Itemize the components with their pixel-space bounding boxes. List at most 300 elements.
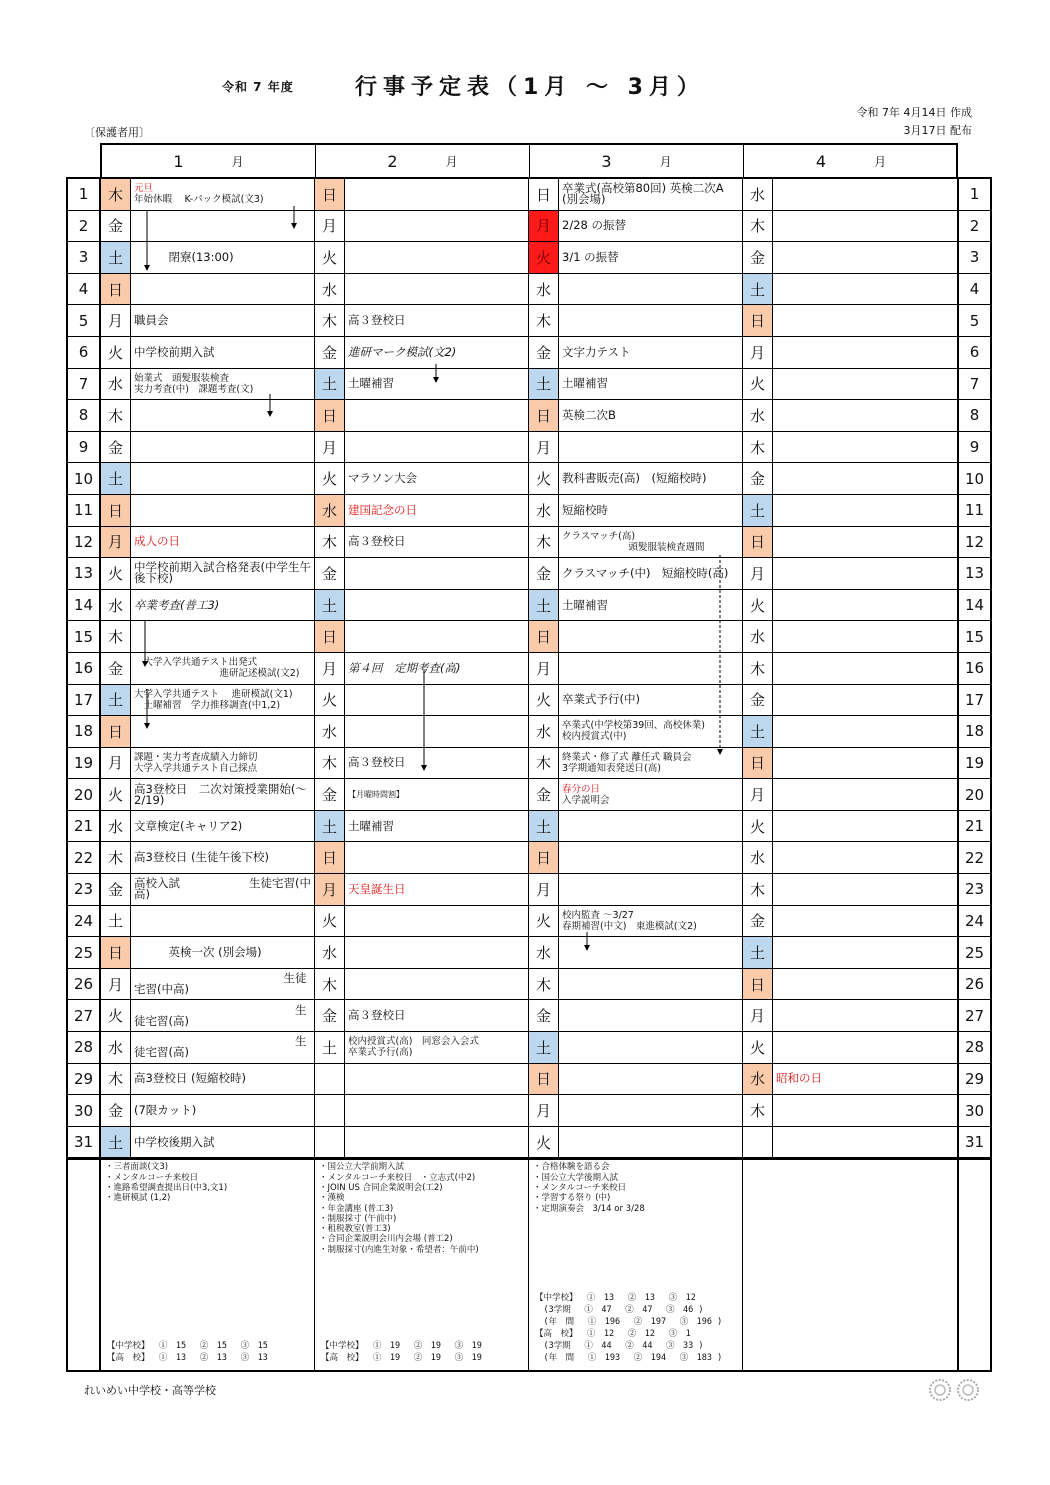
day-number: 28 (68, 1032, 101, 1063)
event-cell (345, 590, 529, 621)
event-cell (559, 874, 743, 905)
event-text: 中学校後期入試 (134, 1134, 215, 1149)
weekday-cell: 火 (529, 463, 559, 494)
month-number: 4 (815, 151, 827, 171)
event-text: 中学校前期入試合格発表(中学生午後下校) (134, 560, 311, 586)
day-number: 2 (68, 211, 101, 242)
weekday-cell: 金 (315, 558, 345, 589)
event-cell (131, 1095, 315, 1126)
event-cell (559, 811, 743, 842)
weekday-cell: 火 (101, 558, 131, 589)
weekday-cell: 金 (315, 337, 345, 368)
note-item: ・制服採寸 (午前中) (319, 1213, 397, 1224)
event-cell (559, 685, 743, 716)
event-cell (345, 685, 529, 716)
month-notes (101, 1160, 315, 1370)
day-number: 25 (68, 937, 101, 968)
day-row-11 (68, 495, 990, 527)
event-cell (773, 906, 957, 937)
event-text: クラスマッチ(中) 短縮校時(高) (562, 565, 729, 580)
weekday-cell: 水 (315, 495, 345, 526)
weekday-cell: 火 (743, 369, 773, 400)
day-row-23 (68, 874, 990, 906)
event-text: 短縮校時 (562, 502, 608, 517)
created-date: 令和 7年 4月14日 作成 (856, 106, 972, 119)
day-number: 11 (68, 495, 101, 526)
weekday-cell: 水 (529, 274, 559, 305)
event-text: 土曜補習 (562, 597, 608, 612)
event-text: 土曜補習 (348, 376, 394, 391)
weekday-cell: 月 (743, 337, 773, 368)
weekday-cell: 月 (315, 653, 345, 684)
day-row-4 (68, 274, 990, 306)
weekday-cell: 水 (101, 1032, 131, 1063)
event-text: 進研記述模試(文2) (134, 668, 300, 680)
event-cell (345, 1064, 529, 1095)
event-text: 【月曜時間割】 (348, 790, 404, 800)
event-cell (773, 874, 957, 905)
event-cell (559, 1127, 743, 1158)
day-number-right: 7 (957, 369, 990, 400)
weekday-cell: 日 (101, 937, 131, 968)
day-number: 29 (68, 1064, 101, 1095)
event-cell (131, 1000, 315, 1031)
event-cell (131, 495, 315, 526)
weekday-cell: 金 (101, 211, 131, 242)
day-number-right: 9 (957, 432, 990, 463)
day-row-8 (68, 400, 990, 432)
event-text: 生徒宅習(高) (134, 1002, 307, 1028)
event-cell (131, 906, 315, 937)
weekday-cell: 火 (315, 242, 345, 273)
event-cell (773, 274, 957, 305)
day-number: 3 (68, 242, 101, 273)
day-number-right: 6 (957, 337, 990, 368)
month-notes (529, 1160, 743, 1370)
note-item: ・租税教室(普工3) (319, 1224, 391, 1235)
weekday-cell: 金 (529, 779, 559, 810)
day-number-right: 15 (957, 621, 990, 652)
weekday-cell: 火 (315, 906, 345, 937)
event-cell (131, 748, 315, 779)
weekday-cell: 水 (743, 842, 773, 873)
day-row-31 (68, 1127, 990, 1159)
weekday-cell (315, 1127, 345, 1158)
audience-label: 〔保護者用〕 (84, 126, 150, 139)
event-cell (559, 179, 743, 210)
weekday-cell: 日 (743, 527, 773, 558)
weekday-cell: 日 (315, 842, 345, 873)
event-cell (131, 179, 315, 210)
weekday-cell: 土 (101, 685, 131, 716)
event-text: 入学説明会 (562, 794, 610, 806)
page-title: 行事予定表（1月 〜 3月） (355, 75, 705, 100)
day-number-right: 28 (957, 1032, 990, 1063)
event-cell (559, 969, 743, 1000)
event-text: 終業式・修了式 離任式 職員会 (562, 751, 692, 763)
event-cell (773, 685, 957, 716)
day-number: 7 (68, 369, 101, 400)
event-text: 高３登校日 (348, 534, 406, 549)
day-number-right: 25 (957, 937, 990, 968)
weekday-cell: 木 (529, 305, 559, 336)
day-row-19 (68, 748, 990, 780)
class-day-counts: 【中学校】 ① 13 ② 13 ③ 12 (3学期 ① 47 ② 47 ③ 46 ) (年 間 ① 196 ② 197 ③ 196 ) 【高 校】 ① 12 ② 12 ③ 1 (3学期 ① 44 ② 44 ③ 33 ) (年 間 ① 193 ② 194 ③ 183 ) (535, 1293, 723, 1364)
event-cell (559, 400, 743, 431)
weekday-cell: 金 (743, 685, 773, 716)
day-number-right: 3 (957, 242, 990, 273)
note-item: ・国公立大学前期入試 (319, 1162, 405, 1173)
event-text: 高校入試 生徒宅習(中高) (134, 876, 311, 902)
event-cell (773, 495, 957, 526)
event-cell (345, 242, 529, 273)
event-cell (773, 748, 957, 779)
day-number-right: 2 (957, 211, 990, 242)
event-text: 文字力テスト (562, 344, 631, 359)
event-text: 建国記念の日 (348, 502, 417, 517)
day-row-9 (68, 432, 990, 464)
day-number-right: 8 (957, 400, 990, 431)
weekday-cell: 日 (529, 621, 559, 652)
weekday-cell: 日 (743, 305, 773, 336)
weekday-cell: 水 (315, 937, 345, 968)
note-item: ・制服採寸(内進生対象・希望者：午前中) (319, 1244, 479, 1255)
event-cell (773, 621, 957, 652)
weekday-cell: 木 (101, 621, 131, 652)
month-header-row (100, 143, 958, 177)
event-text: 第４回 定期考査(高) (348, 660, 461, 675)
event-cell (559, 716, 743, 747)
weekday-cell: 火 (529, 685, 559, 716)
day-row-20 (68, 779, 990, 811)
weekday-cell: 木 (529, 748, 559, 779)
event-cell (559, 779, 743, 810)
event-text: 始業式 頭髪服装検査 (134, 372, 230, 384)
day-number-right: 18 (957, 716, 990, 747)
event-cell (345, 906, 529, 937)
event-text: 教科書販売(高) (短縮校時) (562, 471, 707, 486)
weekday-cell: 日 (315, 400, 345, 431)
day-number: 24 (68, 906, 101, 937)
month-number: 1 (173, 151, 184, 171)
day-row-2 (68, 211, 990, 243)
weekday-cell: 土 (529, 1032, 559, 1063)
day-number-right: 1 (957, 179, 990, 210)
event-text: 土曜補習 学力推移調査(中1,2) (134, 699, 281, 711)
event-cell (559, 1095, 743, 1126)
event-cell (559, 369, 743, 400)
event-text: 校内授賞式(高) 同窓会入会式 (348, 1036, 479, 1048)
event-cell (345, 558, 529, 589)
weekday-cell: 土 (529, 369, 559, 400)
event-cell (131, 400, 315, 431)
weekday-cell: 木 (743, 874, 773, 905)
event-cell (345, 653, 529, 684)
event-cell (559, 1064, 743, 1095)
event-cell (345, 716, 529, 747)
event-cell (559, 495, 743, 526)
event-cell (773, 842, 957, 873)
day-row-6 (68, 337, 990, 369)
weekday-cell: 月 (315, 874, 345, 905)
weekday-cell: 木 (101, 1064, 131, 1095)
event-text: 元旦 (134, 183, 154, 195)
event-cell (131, 590, 315, 621)
day-number-right: 4 (957, 274, 990, 305)
weekday-cell: 月 (743, 779, 773, 810)
event-cell (345, 1095, 529, 1126)
weekday-cell: 土 (315, 590, 345, 621)
month-header-1 (102, 145, 316, 177)
month-notes (315, 1160, 529, 1370)
weekday-cell: 火 (315, 463, 345, 494)
event-text: 卒業考査(普工3) (134, 597, 220, 612)
day-number-right: 24 (957, 906, 990, 937)
weekday-cell: 土 (101, 463, 131, 494)
schedule-grid (66, 177, 992, 1372)
event-text: 英検二次B (562, 407, 616, 422)
note-item: ・三者面談(文3) (105, 1162, 169, 1173)
weekday-cell: 金 (315, 779, 345, 810)
weekday-cell: 月 (315, 432, 345, 463)
event-cell (131, 1032, 315, 1063)
day-row-27 (68, 1000, 990, 1032)
weekday-cell: 土 (315, 811, 345, 842)
day-number: 9 (68, 432, 101, 463)
event-text: 土曜補習 (348, 818, 394, 833)
weekday-cell: 土 (101, 906, 131, 937)
event-text: 実力考査(中) 課題考査(文) (134, 383, 254, 395)
event-cell (773, 969, 957, 1000)
class-day-counts: 【中学校】 ① 19 ② 19 ③ 19 【高 校】 ① 19 ② 19 ③ 19 (321, 1341, 482, 1364)
event-cell (345, 811, 529, 842)
event-cell (131, 716, 315, 747)
day-number-right: 16 (957, 653, 990, 684)
weekday-cell: 金 (101, 1095, 131, 1126)
weekday-cell: 木 (529, 527, 559, 558)
event-cell (773, 432, 957, 463)
event-text: 高3登校日 (短縮校時) (134, 1071, 246, 1086)
fiscal-year-label: 令和 7 年度 (222, 80, 294, 94)
day-number: 10 (68, 463, 101, 494)
day-row-28 (68, 1032, 990, 1064)
event-cell (559, 211, 743, 242)
note-item: ・メンタルコーチ来校日 ・立志式(中2) (319, 1172, 476, 1183)
event-text: 文章検定(キャリア2) (134, 818, 243, 833)
event-text: 校内監査 〜3/27 (562, 909, 634, 921)
weekday-cell: 日 (101, 716, 131, 747)
weekday-cell (315, 1095, 345, 1126)
weekday-cell: 金 (315, 1000, 345, 1031)
weekday-cell: 水 (743, 179, 773, 210)
day-number: 15 (68, 621, 101, 652)
day-number: 21 (68, 811, 101, 842)
event-cell (345, 937, 529, 968)
day-number-right: 27 (957, 1000, 990, 1031)
day-row-17 (68, 685, 990, 717)
event-cell (773, 779, 957, 810)
day-number-right: 19 (957, 748, 990, 779)
event-cell (131, 937, 315, 968)
day-row-21 (68, 811, 990, 843)
day-number: 13 (68, 558, 101, 589)
weekday-cell: 土 (101, 1127, 131, 1158)
event-cell (773, 242, 957, 273)
day-number-right: 5 (957, 305, 990, 336)
event-cell (773, 305, 957, 336)
weekday-cell: 日 (743, 969, 773, 1000)
weekday-cell: 水 (101, 811, 131, 842)
day-number: 30 (68, 1095, 101, 1126)
event-cell (773, 179, 957, 210)
day-number: 19 (68, 748, 101, 779)
day-row-16 (68, 653, 990, 685)
month-unit: 月 (231, 154, 244, 169)
event-text: 大学入学共通テスト出発式 (134, 657, 258, 669)
weekday-cell: 水 (101, 369, 131, 400)
event-cell (131, 432, 315, 463)
event-text: 3/1 の振替 (562, 249, 619, 264)
event-cell (131, 463, 315, 494)
note-item: ・合格体験を語る会 (533, 1162, 610, 1173)
event-cell (131, 242, 315, 273)
event-cell (559, 1032, 743, 1063)
day-row-12 (68, 527, 990, 559)
day-number: 4 (68, 274, 101, 305)
day-row-13 (68, 558, 990, 590)
event-cell (345, 400, 529, 431)
day-number: 23 (68, 874, 101, 905)
weekday-cell: 木 (743, 653, 773, 684)
event-cell (131, 1064, 315, 1095)
event-cell (559, 590, 743, 621)
day-number-right: 21 (957, 811, 990, 842)
event-cell (131, 369, 315, 400)
day-row-22 (68, 842, 990, 874)
event-cell (559, 337, 743, 368)
weekday-cell: 水 (101, 590, 131, 621)
weekday-cell: 日 (529, 179, 559, 210)
weekday-cell: 月 (101, 748, 131, 779)
event-cell (345, 369, 529, 400)
weekday-cell: 土 (529, 811, 559, 842)
event-cell (773, 937, 957, 968)
event-cell (773, 1127, 957, 1158)
weekday-cell: 木 (743, 432, 773, 463)
weekday-cell: 土 (101, 242, 131, 273)
event-cell (131, 969, 315, 1000)
event-cell (773, 1032, 957, 1063)
weekday-cell: 土 (315, 369, 345, 400)
event-cell (345, 432, 529, 463)
day-number: 8 (68, 400, 101, 431)
event-text: 頭髪服装検査週間 (562, 541, 705, 553)
day-number: 22 (68, 842, 101, 873)
note-item: ・メンタルコーチ来校日 (533, 1183, 627, 1193)
event-cell (773, 1064, 957, 1095)
event-text: クラスマッチ(高) (562, 530, 636, 542)
event-cell (773, 590, 957, 621)
weekday-cell: 月 (529, 1095, 559, 1126)
event-text: 大学入学共通テスト自己採点 (134, 762, 258, 774)
school-name: れいめい中学校・高等学校 (84, 1384, 216, 1397)
event-cell (131, 842, 315, 873)
event-text: 生徒宅習(高) (134, 1034, 307, 1060)
weekday-cell: 金 (101, 432, 131, 463)
day-number-right: 13 (957, 558, 990, 589)
day-number: 20 (68, 779, 101, 810)
event-cell (345, 969, 529, 1000)
day-number-right: 10 (957, 463, 990, 494)
day-number: 6 (68, 337, 101, 368)
note-item: ・漢検 (319, 1193, 345, 1204)
event-cell (131, 305, 315, 336)
weekday-cell: 火 (101, 779, 131, 810)
event-cell (345, 1032, 529, 1063)
weekday-cell: 日 (315, 621, 345, 652)
weekday-cell: 水 (529, 716, 559, 747)
note-item: ・メンタルコーチ来校日 (105, 1172, 199, 1183)
note-item: ・進研模試 (1,2) (105, 1193, 171, 1204)
event-cell (131, 558, 315, 589)
weekday-cell: 水 (529, 937, 559, 968)
weekday-cell (743, 1127, 773, 1158)
weekday-cell: 土 (743, 274, 773, 305)
event-text: 職員会 (134, 313, 169, 328)
weekday-cell: 水 (529, 495, 559, 526)
weekday-cell: 月 (101, 969, 131, 1000)
event-cell (773, 1095, 957, 1126)
event-cell (131, 527, 315, 558)
weekday-cell: 金 (529, 337, 559, 368)
event-text: 高3登校日 (生徒午後下校) (134, 850, 269, 865)
weekday-cell: 木 (101, 842, 131, 873)
weekday-cell: 月 (101, 305, 131, 336)
day-number: 5 (68, 305, 101, 336)
weekday-cell: 火 (529, 906, 559, 937)
day-number: 18 (68, 716, 101, 747)
day-number-right: 29 (957, 1064, 990, 1095)
weekday-cell: 月 (529, 211, 559, 242)
weekday-cell: 木 (743, 211, 773, 242)
weekday-cell: 木 (315, 748, 345, 779)
note-item: ・学習する祭り (中) (533, 1193, 611, 1204)
event-cell (345, 179, 529, 210)
event-cell (773, 463, 957, 494)
event-cell (559, 274, 743, 305)
event-cell (773, 527, 957, 558)
day-number-right: 26 (957, 969, 990, 1000)
weekday-cell: 火 (101, 337, 131, 368)
weekday-cell: 月 (529, 874, 559, 905)
weekday-cell: 木 (101, 179, 131, 210)
event-cell (131, 685, 315, 716)
weekday-cell: 土 (743, 495, 773, 526)
day-number: 12 (68, 527, 101, 558)
weekday-cell: 土 (529, 590, 559, 621)
event-text: 高3登校日 二次対策授業開始(〜2/19) (134, 781, 307, 807)
note-item: ・年金講座 (普工3) (319, 1203, 394, 1214)
weekday-cell: 木 (529, 969, 559, 1000)
month-number: 2 (387, 151, 398, 171)
event-text: 課題・実力考査成績入力締切 (134, 751, 258, 763)
weekday-cell: 木 (743, 1095, 773, 1126)
note-item: ・進路希望調査提出日(中3,文1) (105, 1183, 228, 1193)
day-row-25 (68, 937, 990, 969)
event-cell (131, 621, 315, 652)
weekday-cell: 日 (101, 274, 131, 305)
weekday-cell: 火 (743, 811, 773, 842)
